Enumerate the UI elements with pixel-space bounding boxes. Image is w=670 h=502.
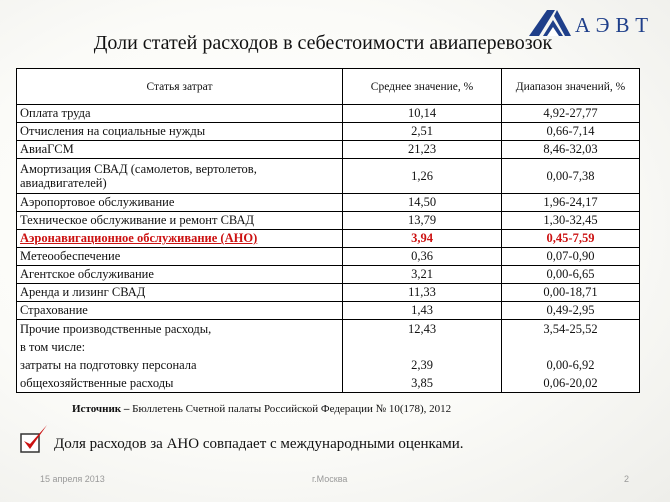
footer-place: г.Москва bbox=[312, 474, 348, 484]
cost-item-name: Оплата труда bbox=[17, 105, 343, 123]
average-value: 12,43 bbox=[407, 322, 437, 336]
range-value: 0,49-2,95 bbox=[502, 302, 640, 320]
average-value: 3,21 bbox=[343, 266, 502, 284]
range-value: 0,00-18,71 bbox=[502, 284, 640, 302]
cost-item-name: Отчисления на социальные нужды bbox=[17, 123, 343, 141]
table-row-highlighted bbox=[17, 230, 640, 248]
conclusion-note: Доля расходов за АНО совпадает с международными оценками. bbox=[54, 436, 464, 452]
average-value: 2,39 bbox=[411, 358, 433, 372]
cost-item-name: Техническое обслуживание и ремонт СВАД bbox=[17, 212, 343, 230]
footer-date: 15 апреля 2013 bbox=[40, 474, 105, 484]
cost-item-name: Амортизация СВАД (самолетов, вертолетов, авиадвигателей) bbox=[17, 159, 343, 194]
table-row bbox=[17, 105, 640, 123]
table-row bbox=[17, 194, 640, 212]
range-value: 1,96-24,17 bbox=[502, 194, 640, 212]
average-value: 3,94 bbox=[343, 230, 502, 248]
cost-item-name: Аэронавигационное обслуживание (АНО) bbox=[17, 230, 343, 248]
average-value: 14,50 bbox=[343, 194, 502, 212]
range-value: 0,66-7,14 bbox=[502, 123, 640, 141]
other-expenses-averages bbox=[343, 320, 502, 393]
range-value: 4,92-27,77 bbox=[502, 105, 640, 123]
table-row bbox=[17, 159, 640, 194]
cost-share-table bbox=[16, 68, 640, 393]
average-value: 3,85 bbox=[411, 376, 433, 390]
source-citation: Источник – Бюллетень Счетной палаты Российской Федерации № 10(178), 2012 bbox=[72, 403, 452, 415]
cost-item-name: Метеообеспечение bbox=[17, 248, 343, 266]
cost-item-name: Агентское обслуживание bbox=[17, 266, 343, 284]
range-value: 8,46-32,03 bbox=[502, 141, 640, 159]
cost-item-name: Страхование bbox=[17, 302, 343, 320]
cost-item-name: АвиаГСМ bbox=[17, 141, 343, 159]
cost-item-name: Прочие производственные расходы, bbox=[20, 322, 212, 336]
other-expenses-ranges bbox=[502, 320, 640, 393]
cost-item-name: Аэропортовое обслуживание bbox=[17, 194, 343, 212]
average-value: 21,23 bbox=[343, 141, 502, 159]
page-number: 2 bbox=[624, 474, 630, 484]
header-range: Диапазон значений, % bbox=[502, 69, 640, 105]
cost-item-name: Аренда и лизинг СВАД bbox=[17, 284, 343, 302]
including-label: в том числе: bbox=[20, 340, 86, 354]
cost-item-name: общехозяйственные расходы bbox=[20, 376, 174, 390]
range-value: 1,30-32,45 bbox=[502, 212, 640, 230]
range-value: 0,45-7,59 bbox=[502, 230, 640, 248]
range-value: 0,06-20,02 bbox=[543, 376, 598, 390]
table-row bbox=[17, 266, 640, 284]
checkbox-checkmark-icon bbox=[18, 422, 50, 456]
table-row bbox=[17, 284, 640, 302]
table-row bbox=[17, 141, 640, 159]
table-row bbox=[17, 123, 640, 141]
range-value: 0,00-7,38 bbox=[502, 159, 640, 194]
other-expenses-names bbox=[17, 320, 343, 393]
average-value: 13,79 bbox=[343, 212, 502, 230]
table-row bbox=[17, 212, 640, 230]
header-cost-item: Статья затрат bbox=[17, 69, 343, 105]
logo-text: АЭВТ bbox=[575, 13, 655, 37]
range-value: 0,00-6,65 bbox=[502, 266, 640, 284]
table-row bbox=[17, 302, 640, 320]
page-title: Доли статей расходов в себестоимости авиаперевозок bbox=[93, 32, 553, 54]
cost-item-name: затраты на подготовку персонала bbox=[20, 358, 197, 372]
average-value: 2,51 bbox=[343, 123, 502, 141]
average-value: 1,43 bbox=[343, 302, 502, 320]
average-value: 10,14 bbox=[343, 105, 502, 123]
header-average: Среднее значение, % bbox=[343, 69, 502, 105]
range-value: 0,07-0,90 bbox=[502, 248, 640, 266]
range-value: 3,54-25,52 bbox=[543, 322, 598, 336]
average-value: 0,36 bbox=[343, 248, 502, 266]
average-value: 1,26 bbox=[343, 159, 502, 194]
table-row-other-expenses bbox=[17, 320, 640, 393]
range-value: 0,00-6,92 bbox=[546, 358, 595, 372]
table-row bbox=[17, 248, 640, 266]
average-value: 11,33 bbox=[343, 284, 502, 302]
